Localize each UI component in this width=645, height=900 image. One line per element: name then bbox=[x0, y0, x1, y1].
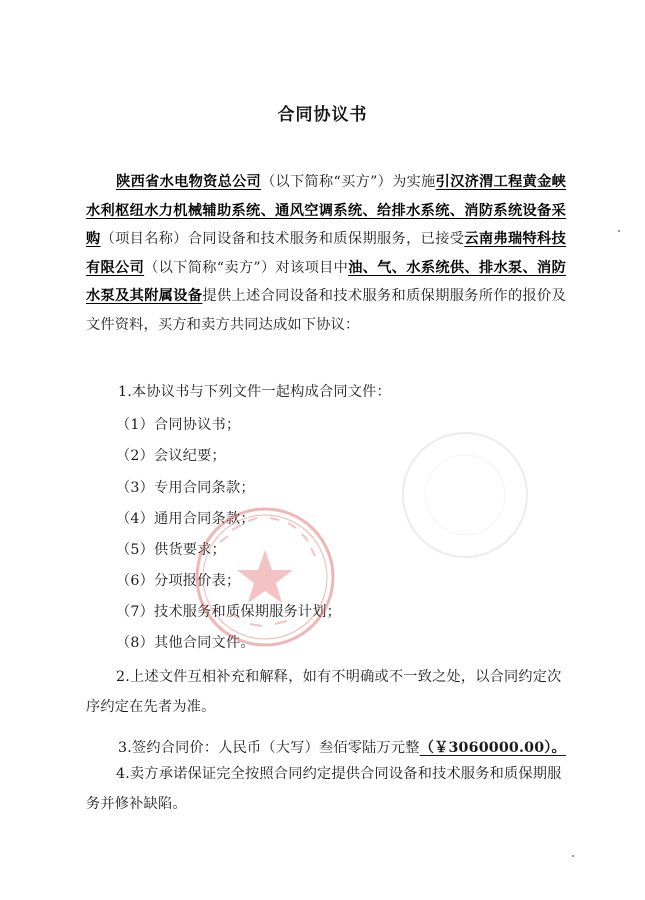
doc-item-5: （5）供货要求； bbox=[116, 542, 226, 558]
clause-2: 2.上述文件互相补充和解释，如有不明确或不一致之处，以合同约定次序约定在先者为准。 bbox=[86, 669, 562, 715]
scan-speck bbox=[572, 855, 574, 857]
doc-item-4: （4）通用合同条款； bbox=[116, 511, 255, 527]
buyer-alias: （以下简称“买方”）为实施 bbox=[261, 174, 436, 190]
seller-name: 云南弗瑞特科技有限公司 bbox=[86, 231, 566, 276]
doc-item-6: （6）分项报价表； bbox=[116, 573, 241, 589]
document-title: 合同协议书 bbox=[277, 105, 368, 125]
scan-speck bbox=[618, 230, 620, 232]
doc-item-7: （7）技术服务和质保期服务计划； bbox=[116, 604, 342, 620]
clause-3 bbox=[118, 737, 566, 757]
intro-closing: 提供上述合同设备和技术服务和质保期服务所作的报价及文件资料，买方和卖方共同达成如下协议： bbox=[86, 288, 566, 333]
contract-price-label: 3.签约合同价：人民币（大写）叁佰零陆万元整 bbox=[118, 740, 420, 756]
clause-1: 1.本协议书与下列文件一起构成合同文件： bbox=[118, 384, 391, 400]
goods-description: 油、气、水系统供、排水泵、消防水泵及其附属设备 bbox=[86, 259, 566, 305]
doc-item-2: （2）会议纪要； bbox=[116, 448, 226, 464]
seller-alias: （以下简称“卖方”）对该项目中 bbox=[144, 259, 349, 276]
intro-paragraph bbox=[86, 168, 566, 340]
contract-price-amount: （￥3060000.00）。 bbox=[419, 740, 566, 756]
buyer-name: 陕西省水电物资总公司 bbox=[116, 174, 262, 190]
project-label: （项目名称）合同设备和技术服务和质保期服务，已接受 bbox=[100, 231, 465, 248]
doc-item-8: （8）其他合同文件。 bbox=[116, 635, 255, 651]
project-name: 引汉济渭工程黄金峡水利枢纽水力机械辅助系统、通风空调系统、给排水系统、消防系统设备采购 bbox=[86, 174, 566, 248]
doc-item-3: （3）专用合同条款； bbox=[116, 480, 255, 496]
doc-item-1: （1）合同协议书； bbox=[116, 417, 241, 433]
clause-4: 4.卖方承诺保证完全按照合同约定提供合同设备和技术服务和质保期服务并修补缺陷。 bbox=[86, 766, 562, 812]
faded-stamp-icon bbox=[395, 425, 535, 565]
